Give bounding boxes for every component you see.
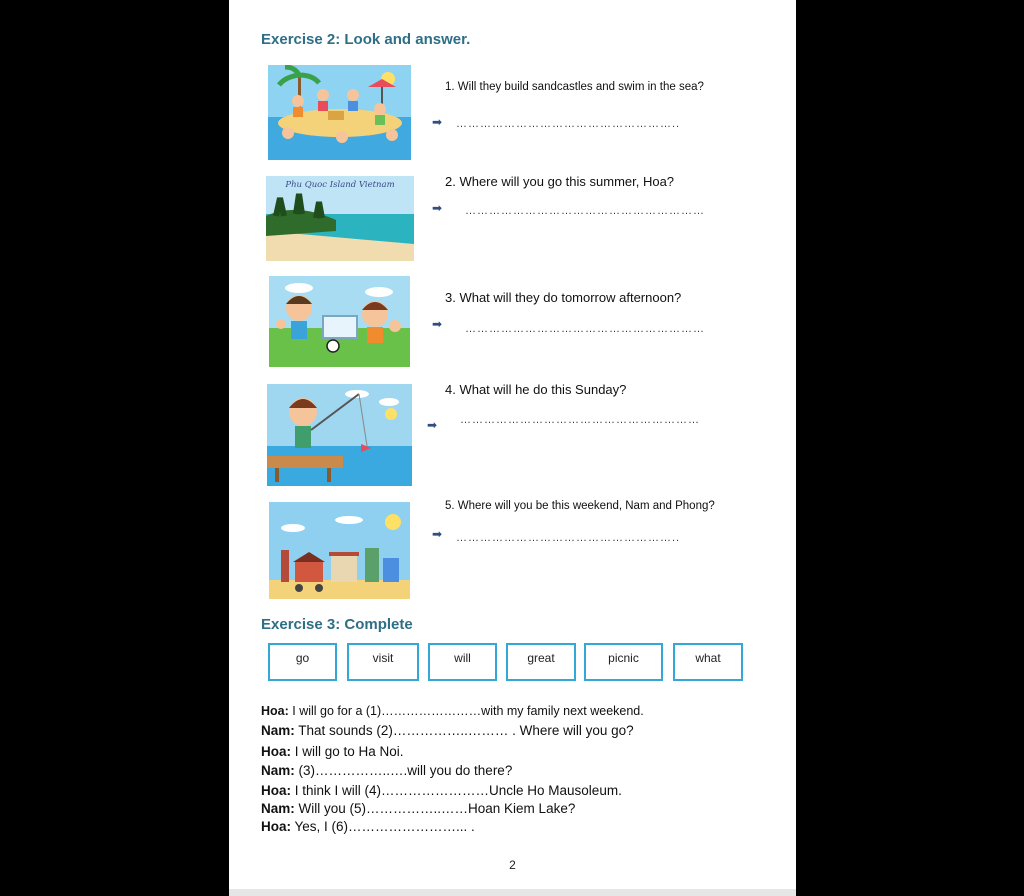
arrow-icon: ➡ bbox=[432, 115, 443, 129]
speaker-label: Nam: bbox=[261, 801, 295, 816]
dialogue-text: Will you (5)……………..……Hoan Kiem Lake? bbox=[294, 801, 576, 816]
dialogue-text: Yes, I (6)……………………... . bbox=[291, 819, 475, 834]
football-kids-picture bbox=[269, 276, 410, 367]
dialogue-text: I will go to Ha Noi. bbox=[291, 744, 404, 759]
dialogue-text: (3)……………..….will you do there? bbox=[294, 763, 513, 778]
word-box-visit: visit bbox=[347, 643, 419, 681]
speaker-label: Hoa: bbox=[261, 819, 291, 834]
dialogue-line-3 bbox=[261, 744, 404, 759]
arrow-icon: ➡ bbox=[432, 527, 443, 541]
speaker-label: Hoa: bbox=[261, 744, 291, 759]
speaker-label: Nam: bbox=[261, 723, 295, 738]
beach-caption: Phu Quoc Island Vietnam bbox=[285, 180, 395, 190]
question-5: 5. Where will you be this weekend, Nam and Phong? bbox=[445, 500, 715, 512]
word-box-will: will bbox=[428, 643, 497, 681]
page-bottom-edge bbox=[229, 889, 796, 896]
dialogue-line-2 bbox=[261, 723, 634, 738]
arrow-icon: ➡ bbox=[432, 317, 443, 331]
answer-line-3[interactable]: …………………………………………………… bbox=[465, 323, 705, 335]
fishing-boy-picture bbox=[267, 384, 412, 486]
answer-line-4[interactable]: …………………………………………………… bbox=[460, 414, 700, 426]
word-box-picnic: picnic bbox=[584, 643, 663, 681]
dialogue-line-7 bbox=[261, 819, 475, 834]
dialogue-text: I will go for a (1)……………………with my family next weekend. bbox=[288, 704, 644, 718]
page-number: 2 bbox=[509, 858, 516, 872]
answer-line-1[interactable]: ……………………………………………….. bbox=[456, 118, 681, 130]
exercise3-title: Exercise 3: Complete bbox=[261, 616, 413, 633]
answer-line-5[interactable]: ……………………………………………….. bbox=[456, 532, 681, 544]
question-3: 3. What will they do tomorrow afternoon? bbox=[445, 290, 682, 305]
speaker-label: Hoa: bbox=[261, 783, 291, 798]
arrow-icon: ➡ bbox=[427, 418, 438, 432]
dialogue-line-1 bbox=[261, 704, 644, 718]
question-2: 2. Where will you go this summer, Hoa? bbox=[445, 174, 675, 189]
question-1: 1. Will they build sandcastles and swim in the sea? bbox=[445, 81, 704, 93]
phu-quoc-beach-picture bbox=[266, 176, 414, 261]
dialogue-line-5 bbox=[261, 783, 622, 798]
speaker-label: Hoa: bbox=[261, 704, 289, 718]
word-box-go: go bbox=[268, 643, 337, 681]
question-4: 4. What will he do this Sunday? bbox=[445, 382, 627, 397]
word-box-what: what bbox=[673, 643, 743, 681]
dialogue-text: I think I will (4)……………………Uncle Ho Mausoleum. bbox=[291, 783, 622, 798]
answer-line-2[interactable]: …………………………………………………… bbox=[465, 205, 705, 217]
arrow-icon: ➡ bbox=[432, 201, 443, 215]
city-landmarks-picture bbox=[269, 502, 410, 599]
exercise2-title: Exercise 2: Look and answer. bbox=[261, 31, 471, 48]
dialogue-line-6 bbox=[261, 801, 575, 816]
beach-kids-picture bbox=[268, 65, 411, 160]
speaker-label: Nam: bbox=[261, 763, 295, 778]
word-box-great: great bbox=[506, 643, 576, 681]
dialogue-line-4 bbox=[261, 763, 512, 778]
dialogue-text: That sounds (2)……………..……… . Where will you go? bbox=[294, 723, 634, 738]
worksheet-page bbox=[229, 0, 796, 889]
